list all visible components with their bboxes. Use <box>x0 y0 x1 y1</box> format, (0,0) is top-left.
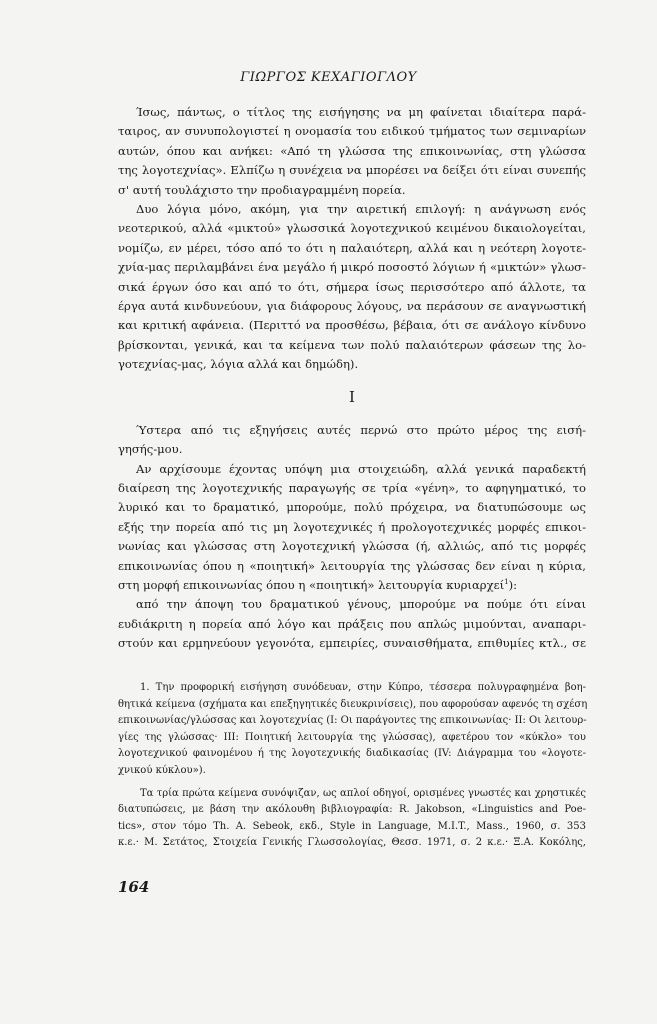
text-line: και κριτική αφάνεια. (Περιττό να προσθέσω, βέβαια, ότι σε ανάλογο κίνδυνο <box>118 318 586 333</box>
footnote-continuation <box>118 786 586 852</box>
text-line: Δυο λόγια μόνο, ακόμη, για την αιρετική επιλογή: η ανάγνωση ενός <box>136 202 586 217</box>
text-line: διαίρεση της λογοτεχνικής παραγωγής σε τρία «γένη», το αφηγηματικό, το <box>118 480 586 495</box>
footnote-line: γίες της γλώσσας· ΙΙΙ: Ποιητική λειτουργία της γλώσσας), αφετέρου τον «κύκλο» του <box>118 731 586 743</box>
text-line: Αν αρχίσουμε έχοντας υπόψη μια στοιχειώδη, αλλά γενικά παραδεκτή <box>136 461 586 476</box>
text-line: σικά έργων όσο και από το ότι, σήμερα ίσως περισσότερο από άλλοτε, τα <box>118 279 586 294</box>
body-text <box>118 103 586 654</box>
text-line <box>118 576 586 595</box>
footnote-line: 1. Την προφορική εισήγηση συνόδευαν, στην Κύπρο, τέσσερα πολυγραφημένα βοη- <box>140 682 586 693</box>
footnotes <box>118 680 586 852</box>
text-line: νεοτερικού, αλλά «μικτού» γλωσσικά λογοτεχνικού κειμένου δικαιολογείται, <box>118 221 586 236</box>
text-line: νωνίας και γλώσσας στη λογοτεχνική γλώσσα (ή, αλλιώς, από τις μορφές <box>118 539 586 554</box>
running-head: ΓΙΩΡΓΟΣ ΚΕΧΑΓΙΟΓΛΟΥ <box>240 70 417 85</box>
footnote-line: διατυπώσεις, με βάση την ακόλουθη βιβλιογραφία: R. Jakobson, «Linguistics and Poe- <box>118 804 586 816</box>
text-line: γοτεχνίας-μας, λόγια αλλά και δημώδη). <box>118 357 359 372</box>
text-fragment: ): <box>508 577 518 592</box>
text-line: λυρικό και το δραματικό, μπορούμε, πολύ πρόχειρα, να διατυπώσουμε ως <box>118 500 586 515</box>
text-fragment: στη μορφή επικοινωνίας όπου η «ποιητική» λειτουργία κυριαρχεί <box>118 577 505 592</box>
footnote-line: tics», στον τόμο Th. A. Sebeok, εκδ., Style in Language, M.I.T., Mass., 1960, σ. 353 <box>118 820 586 832</box>
footnote-line: επικοινωνίας/γλώσσας και λογοτεχνίας (Ι: Οι παράγοντες της επικοινωνίας· ΙΙ: Οι λειτουρ- <box>118 715 587 727</box>
text-line: σ' αυτή τουλάχιστο την προδιαγραμμένη πορεία. <box>118 182 406 197</box>
page-number: 164 <box>118 878 150 896</box>
text-line: έργα αυτά κινδυνεύουν, για διάφορους λόγους, να περάσουν σε αναγνωστική <box>118 299 586 314</box>
text-line: στούν και ερμηνεύουν γεγονότα, εμπειρίες, συναισθήματα, επιθυμίες κτλ., σε <box>118 636 586 651</box>
section-number: I <box>349 387 355 406</box>
second-paragraph <box>118 200 586 375</box>
footnote-line: θητικά κείμενα (σχήματα και επεξηγητικές διευκρινίσεις), που αφορούσαν αφενός τη σχέση <box>118 698 588 710</box>
text-line: βρίσκονται, γενικά, και τα κείμενα των πολύ παλαιότερων φάσεων της λο- <box>118 337 586 352</box>
text-line: νομίζω, εν μέρει, τόσο από το ότι η παλαιότερη, αλλά και η νεότερη λογοτε- <box>118 240 586 255</box>
text-line: Ύστερα από τις εξηγήσεις αυτές περνώ στο πρώτο μέρος της εισή- <box>136 422 586 437</box>
footnote-reference: 1 <box>504 578 509 587</box>
footnote-line: χνικού κύκλου»). <box>118 764 206 776</box>
section-paragraph-1 <box>118 421 586 460</box>
text-line: επικοινωνίας όπου η «ποιητική» λειτουργία της γλώσσας δεν είναι η κύρια, <box>118 558 586 573</box>
footnote-line: Τα τρία πρώτα κείμενα συνόψιζαν, ως απλοί οδηγοί, ορισμένες γνωστές και χρηστικές <box>140 787 586 799</box>
text-line: γησής-μου. <box>118 442 183 457</box>
intro-paragraph <box>118 103 586 200</box>
footnote-line: λογοτεχνικού φαινομένου ή της λογοτεχνικής διαδικασίας (IV: Διάγραμμα του «λογοτε- <box>118 748 586 760</box>
text-line: από την άποψη του δραματικού γένους, μπορούμε να πούμε ότι είναι <box>136 597 586 612</box>
text-line: Ίσως, πάντως, ο τίτλος της εισήγησης να μη φαίνεται ιδιαίτερα παρά- <box>136 105 586 119</box>
text-line: εξής την πορεία από τις μη λογοτεχνικές ή προλογοτεχνικές μορφές επικοι- <box>118 519 586 534</box>
text-line: χνία-μας περιλαμβάνει ένα μεγάλο ή μικρό ποσοστό λόγιων ή «μικτών» γλωσ- <box>118 260 586 275</box>
text-line: αυτών, όπου και ανήκει: «Από τη γλώσσα της επικοινωνίας, στη γλώσσα <box>118 143 586 158</box>
text-line: της λογοτεχνίας». Ελπίζω η συνέχεια να μπορέσει να δείξει ότι είναι συνεπής <box>118 163 586 178</box>
footnote-line: κ.ε.· Μ. Σετάτος, Στοιχεία Γενικής Γλωσσολογίας, Θεσσ. 1971, σ. 2 κ.ε.· Ξ.Α. Κοκόλης, <box>118 837 586 849</box>
text-line: ταιρος, αν συνυπολογιστεί η ονομασία του ειδικού τμήματος των σεμιναρίων <box>118 124 586 139</box>
section-paragraph-2 <box>118 460 586 596</box>
footnote-1 <box>118 680 586 780</box>
text-line: ευδιάκριτη η πορεία από λόγο και πράξεις που απλώς μιμούνται, αναπαρι- <box>118 616 586 631</box>
section-paragraph-3 <box>118 595 586 653</box>
